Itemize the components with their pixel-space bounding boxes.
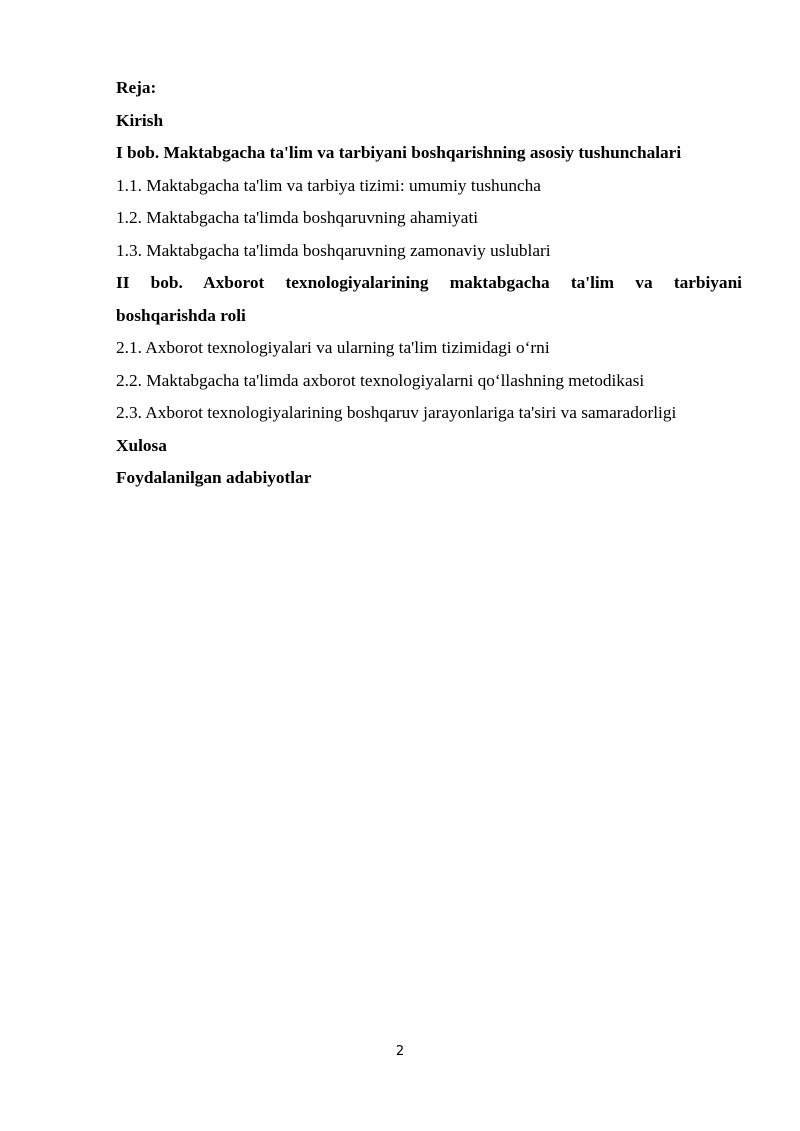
toc-section-1-3: 1.3. Maktabgacha ta'limda boshqaruvning zamonaviy uslublari [116,240,551,260]
table-of-contents [116,72,742,495]
page-number: 2 [395,1044,405,1059]
toc-references: Foydalanilgan adabiyotlar [116,468,312,487]
toc-conclusion: Xulosa [116,435,167,455]
toc-section-1-2: 1.2. Maktabgacha ta'limda boshqaruvning ahamiyati [116,208,479,227]
toc-section-1-1: 1.1. Maktabgacha ta'lim va tarbiya tizimi: umumiy tushuncha [116,175,541,195]
toc-section-2-1: 2.1. Axborot texnologiyalari va ularning ta'lim tizimidagi o‘rni [116,338,550,357]
toc-chapter-2-title-line-1: II bob. Axborot texnologiyalarining maktabgacha ta'lim va tarbiyani [116,273,742,292]
toc-section-2-2: 2.2. Maktabgacha ta'limda axborot texnologiyalarni qo‘llashning metodikasi [116,370,645,390]
toc-chapter-1-title: I bob. Maktabgacha ta'lim va tarbiyani boshqarishning asosiy tushunchalari [116,143,682,162]
toc-intro: Kirish [116,110,164,130]
toc-heading: Reja: [116,78,157,97]
toc-section-2-3: 2.3. Axborot texnologiyalarining boshqaruv jarayonlariga ta'siri va samaradorligi [116,403,677,422]
toc-chapter-2-title-line-2: boshqarishda roli [116,305,246,325]
